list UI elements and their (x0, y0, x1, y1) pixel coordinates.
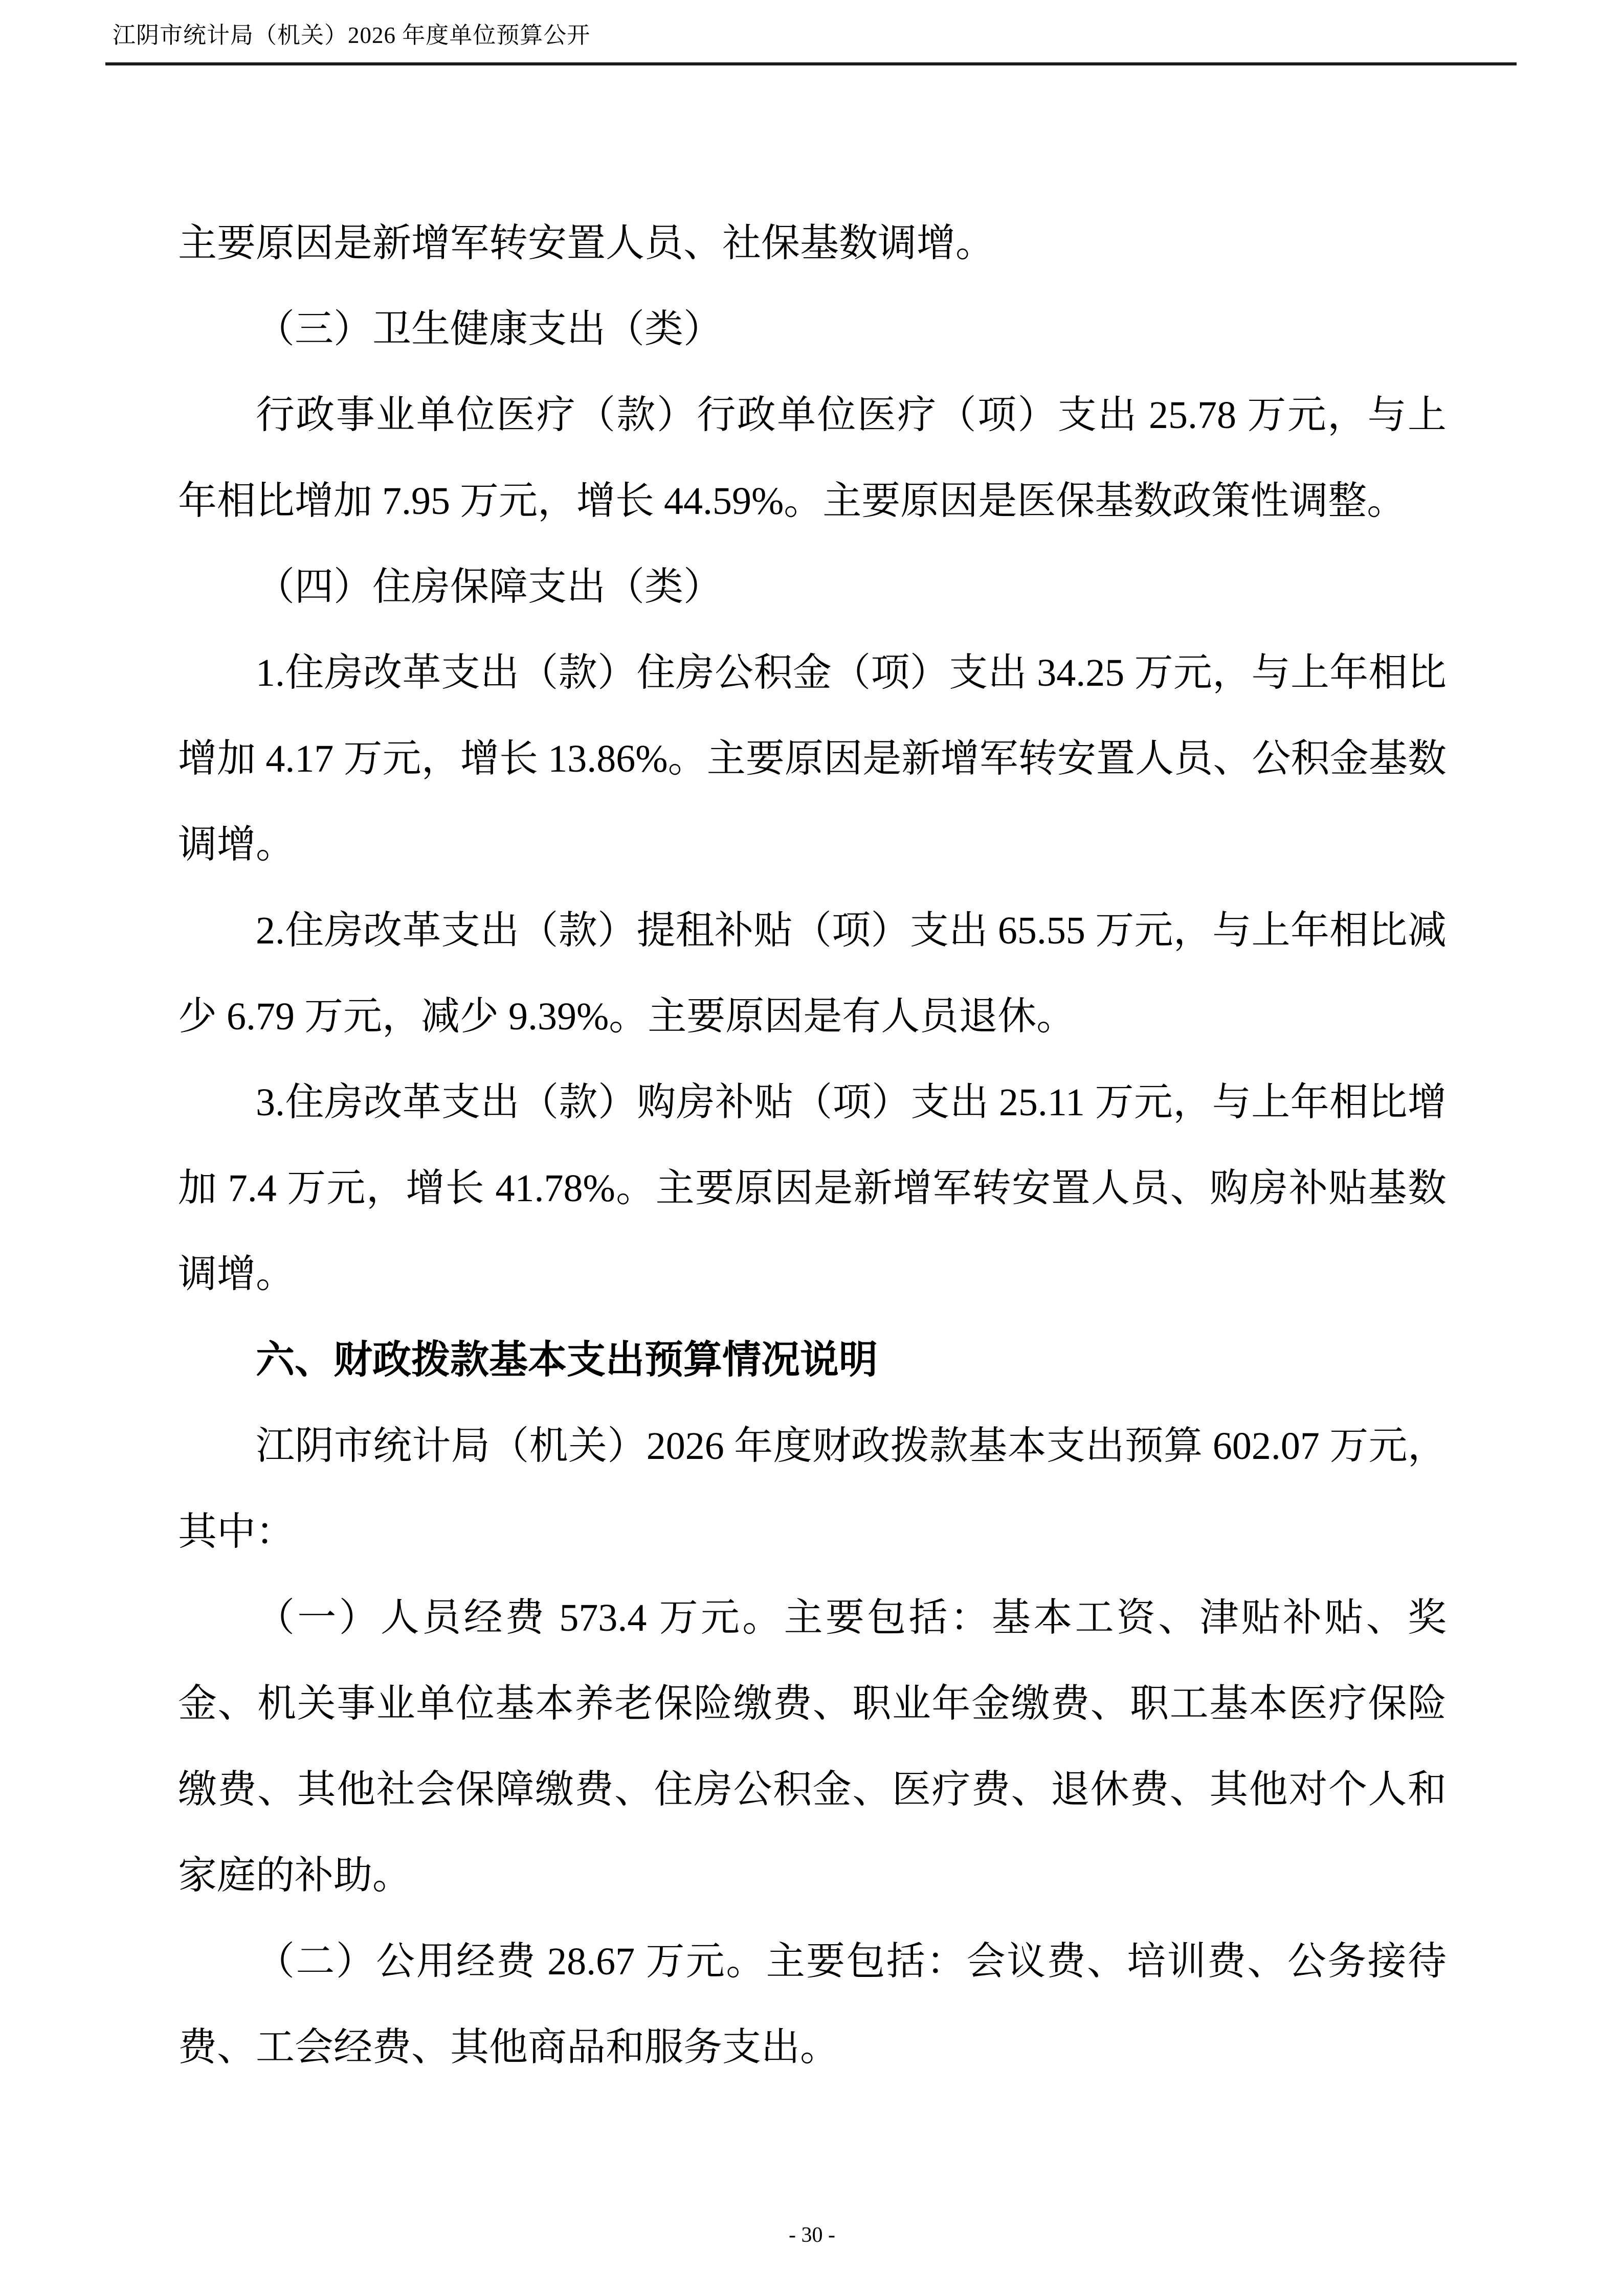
page-footer (0, 2222, 1624, 2248)
header-title: 江阴市统计局（机关）2026 年度单位预算公开 (113, 22, 591, 48)
page-number: - 30 - (789, 2223, 835, 2247)
paragraph: 1.住房改革支出（款）住房公积金（项）支出 34.25 万元，与上年相比增加 4.17 万元，增长 13.86%。主要原因是新增军转安置人员、公积金基数调增。 (178, 651, 1447, 866)
paragraph: 行政事业单位医疗（款）行政单位医疗（项）支出 25.78 万元，与上年相比增加 7.95 万元，增长 44.59%。主要原因是医保基数政策性调整。 (178, 394, 1447, 523)
paragraph: （一）人员经费 573.4 万元。主要包括：基本工资、津贴补贴、奖金、机关事业单位基本养老保险缴费、职业年金缴费、职工基本医疗保险缴费、其他社会保障缴费、住房公积金、医疗费、退休费、其他对个人和家庭的补助。 (178, 1596, 1447, 1897)
document-header (105, 20, 1517, 65)
section-heading: 六、财政拨款基本支出预算情况说明 (256, 1339, 878, 1382)
paragraph: 江阴市统计局（机关）2026 年度财政拨款基本支出预算 602.07 万元，其中： (178, 1425, 1447, 1554)
paragraph: （三）卫生健康支出（类） (256, 308, 722, 351)
paragraph: （二）公用经费 28.67 万元。主要包括：会议费、培训费、公务接待费、工会经费、其他商品和服务支出。 (178, 1940, 1447, 2069)
document-body (178, 200, 1447, 2090)
paragraph: 2.住房改革支出（款）提租补贴（项）支出 65.55 万元，与上年相比减少 6.79 万元，减少 9.39%。主要原因是有人员退休。 (178, 909, 1447, 1038)
paragraph: 3.住房改革支出（款）购房补贴（项）支出 25.11 万元，与上年相比增加 7.4 万元，增长 41.78%。主要原因是新增军转安置人员、购房补贴基数调增。 (178, 1081, 1447, 1296)
paragraph: （四）住房保障支出（类） (256, 566, 722, 609)
paragraph: 主要原因是新增军转安置人员、社保基数调增。 (178, 222, 994, 265)
